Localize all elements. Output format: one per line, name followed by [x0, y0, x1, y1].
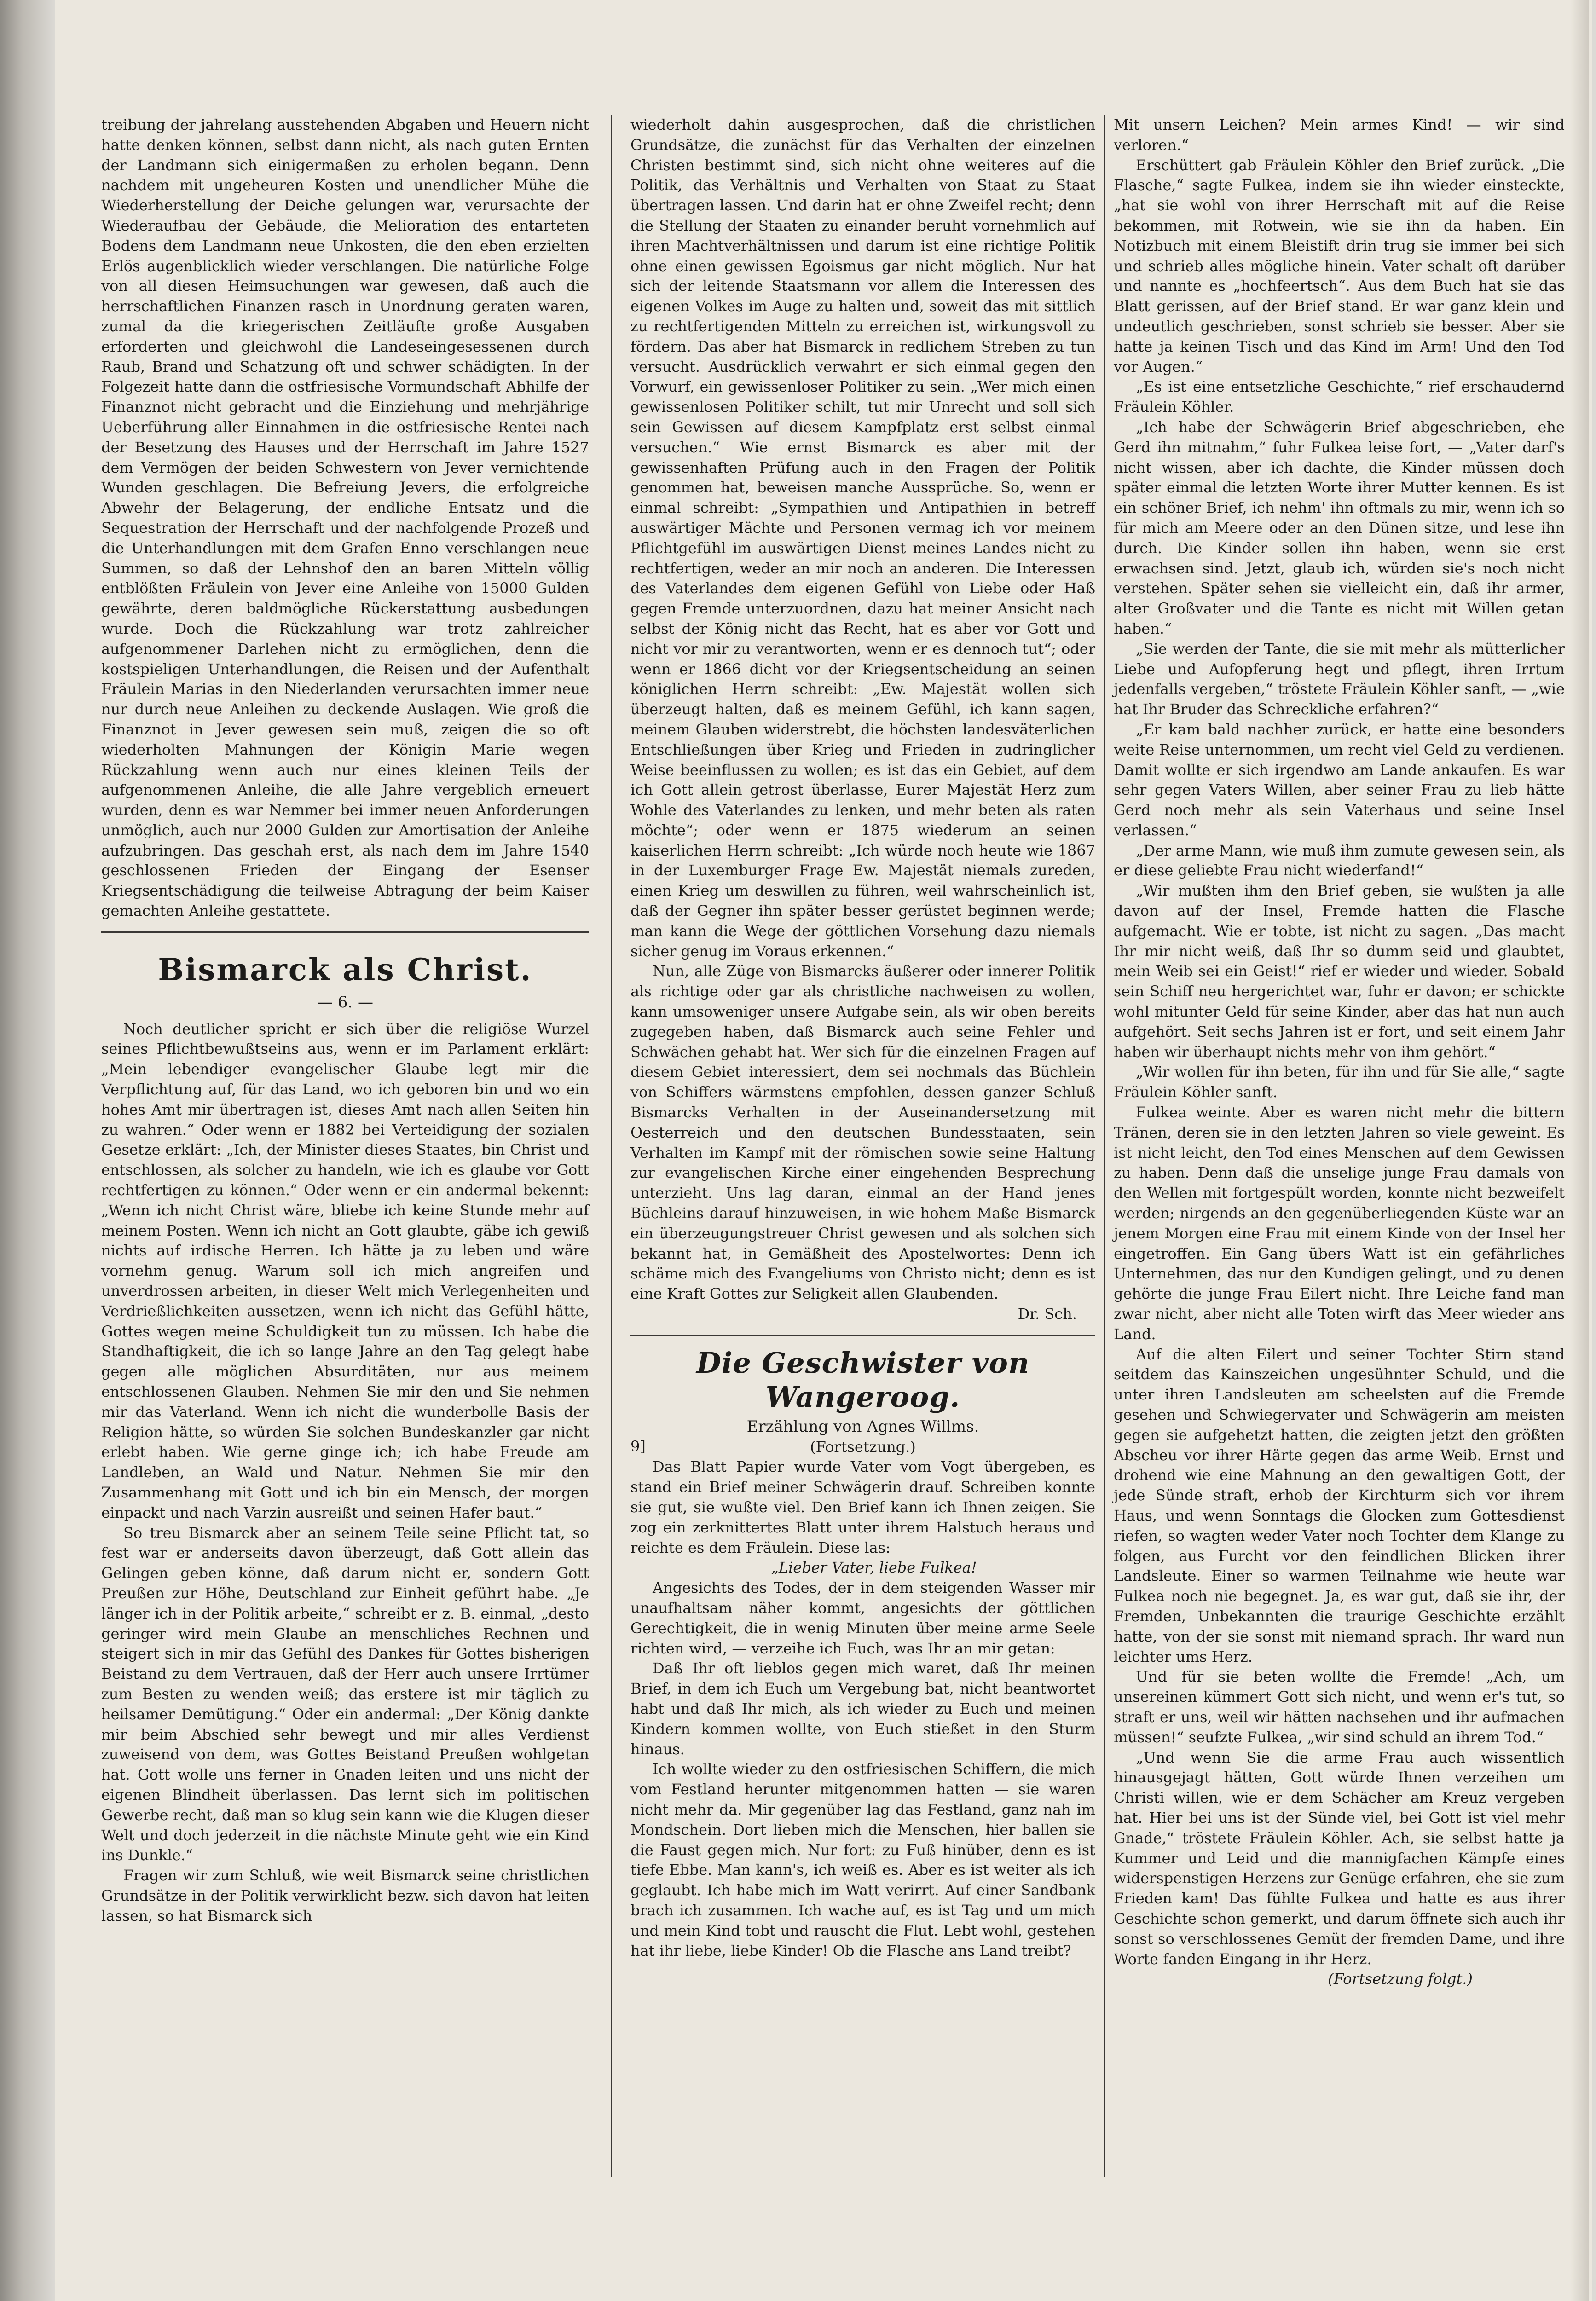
story-separator-rule: [630, 1335, 1095, 1336]
story-paragraph: Ich wollte wieder zu den ostfriesischen Schiffern, die mich vom Festland herunter mitgenommen hatten — sie waren nicht mehr da. Mir gegenüber lag das Festland, ganz nah im Mondschein. Dort lieben mich die Menschen, hier ballen sie die Faust gegen mich. Nur fort: zu Fuß hinüber, denn es ist tiefe Ebbe. Man kann's, ich weiß es. Aber es ist weiter als ich geglaubt. Ich habe mich im Watt verirrt. Auf einer Sandbank brach ich zusammen. Ich wache auf, es ist Tag und um mich und mein Kind tobt und rauscht die Flut. Lebt wohl, gestehen hat ihr liebe, liebe Kinder! Ob die Flasche ans Land treibt?: [630, 1760, 1095, 1960]
column3-paragraph: Fulkea weinte. Aber es waren nicht mehr die bittern Tränen, deren sie in den letzten Jahren so viele geweint. Es ist nicht leicht, den Tod eines Menschen auf dem Gewissen zu haben. Denn daß die unselige junge Frau damals von den Wellen mit fortgespült worden, konnte nicht bezweifelt werden; nirgends an den gegenüberliegenden Küste war an jenem Morgen eine Frau mit einem Kinde von der Insel her eingetroffen. Ein Gang übers Watt ist ein gefährliches Unternehmen, das nur den Kundigen gelingt, und zu denen gehörte die junge Frau Eilert nicht. Ihre Leiche fand man zwar nicht, aber nicht alle Toten wirft das Meer wieder ans Land.: [1114, 1104, 1565, 1343]
column3-paragraph: „Es ist eine entsetzliche Geschichte,“ rief erschaudernd Fräulein Köhler.: [1114, 378, 1565, 416]
continuation-footer: (Fortsetzung folgt.): [1328, 1970, 1473, 1988]
article-title-bismarck: Bismarck als Christ.: [158, 951, 532, 988]
column2-paragraph: Nun, alle Züge von Bismarcks äußerer oder innerer Politik als richtige oder gar als christliche nachweisen zu wollen, kann umsoweniger unsere Aufgabe sein, als wir oben bereits zugegeben haben, daß Bismarck auch seine Fehler und Schwächen gehabt hat. Wer sich für die einzelnen Fragen auf diesem Gebiet interessiert, dem sei nochmals das Büchlein von Schiffers wärmstens empfohlen, dessen ganzer Schluß Bismarcks Verhalten in der Auseinandersetzung mit Oesterreich und den deutschen Bundesstaaten, sein Verhalten im Kampf mit der römischen sowie seine Haltung zur evangelischen Kirche einer eingehenden Besprechung unterzieht. Uns lag daran, einmal an der Hand jenes Büchleins darauf hinzuweisen, in wie hohem Maße Bismarck ein überzeugungstreuer Christ gewesen und als solchen sich bekannt hat, in Gemäßheit des Apostelwortes: Denn ich schäme mich des Evangeliums von Christo nicht; denn es ist eine Kraft Gottes zur Seligkeit allen Glaubenden.: [630, 962, 1095, 1303]
column3-paragraph: Erschüttert gab Fräulein Köhler den Brief zurück. „Die Flasche,“ sagte Fulkea, indem sie ihn wieder einsteckte, „hat sie wohl von ihrer Herrschaft mit auf die Reise bekommen, mit Rotwein, wie sie ihn da haben. Ein Notizbuch mit einem Bleistift drin trug sie immer bei sich und schrieb alles mögliche hinein. Vater schalt oft darüber und nannte es „hochfeertsch“. Aus dem Buch hat sie das Blatt gerissen, auf der Brief stand. Er war ganz klein und undeutlich geschrieben, sonst schrieb sie besser. Aber sie hatte ja keinen Tisch und das Kind im Arm! Und den Tod vor Augen.“: [1114, 156, 1565, 376]
column2-paragraph: wiederholt dahin ausgesprochen, daß die christlichen Grundsätze, die zunächst für das Verhalten der einzelnen Christen bestimmt sind, sich nicht ohne weiteres auf die Politik, das Verhältnis und Verhalten von Staat zu Staat übertragen lassen. Und darin hat er ohne Zweifel recht; denn die Stellung der Staaten zu einander beruht vornehmlich auf ihren Machtverhältnissen und darum ist eine richtige Politik ohne einen gewissen Egoismus gar nicht möglich. Nur hat sich der leitende Staatsmann vor allem die Interessen des eigenen Volkes im Auge zu halten und, soweit das mit sittlich zu rechtfertigenden Mitteln zu erreichen ist, wirkungsvoll zu fördern. Das aber hat Bismarck in redlichem Streben zu tun versucht. Ausdrücklich verwahrt er sich einmal gegen den Vorwurf, ein gewissenloser Politiker zu sein. „Wer mich einen gewissenlosen Politiker schilt, tut mir Unrecht und soll sich sein Gewissen auf diesem Kampfplatz erst selbst einmal versuchen.“ Wie ernst Bismarck es aber mit der gewissenhaften Prüfung auch in den Fragen der Politik genommen hat, beweisen manche Aussprüche. So, wenn er einmal schreibt: „Sympathien und Antipathien in betreff auswärtiger Mächte und Personen vermag ich vor meinem Pflichtgefühl im auswärtigen Dienst meines Landes nicht zu rechtfertigen, weder an mir noch an anderen. Die Interessen des Vaterlandes dem eigenen Gefühl von Liebe oder Haß gegen Fremde unterzuordnen, dazu hat meiner Ansicht nach selbst der König nicht das Recht, hat es aber vor Gott und nicht vor mir zu verantworten, wenn er es dennoch tut“; oder wenn er 1866 dicht vor der Kriegsentscheidung an seinen königlichen Herrn schreibt: „Ew. Majestät wollen sich überzeugt halten, daß es meinem Gefühl, ich kann sagen, meinem Glauben widerstrebt, die höchsten landesväterlichen Entschließungen über Krieg und Frieden in zudringlicher Weise beeinflussen zu wollen; es ist das ein Gebiet, auf dem ich Gott allein getrost überlasse, Eurer Majestät Herz zum Wohle des Vaterlandes zu lenken, und mehr beten als raten möchte“; oder wenn er 1875 wiederum an seinen kaiserlichen Herrn schreibt: „Ich würde noch heute wie 1867 in der Luxemburger Frage Ew. Majestät niemals zureden, einen Krieg um deswillen zu führen, weil wahrscheinlich ist, daß der Gegner ihn später besser gerüstet beginnen werde; man kann die Wege der göttlichen Vorsehung dazu niemals sicher genug im Voraus erkennen.“: [630, 116, 1095, 960]
letter-salutation: „Lieber Vater, liebe Fulkea!: [771, 1559, 977, 1577]
column3-paragraph: Und für sie beten wollte die Fremde! „Ach, um unsereinen kümmert Gott sich nicht, und wenn er's tut, so straft er uns, weil wir hätten nachsehen und ihr aufmachen müssen!“ seufzte Fulkea, „wir sind schuld an ihrem Tod.“: [1114, 1668, 1565, 1746]
story-paragraph: Das Blatt Papier wurde Vater vom Vogt übergeben, es stand ein Brief meiner Schwägerin drauf. Schreiben konnte sie gut, sie wußte viel. Den Brief kann ich Ihnen zeigen. Sie zog ein zerknittertes Blatt unter ihrem Halstuch heraus und reichte es dem Fräulein. Diese las:: [630, 1458, 1095, 1556]
story-continuation-label: (Fortsetzung.): [810, 1438, 916, 1456]
column1-paragraph-1: treibung der jahrelang ausstehenden Abgaben und Heuern nicht hatte denken können, selbst dann nicht, als nach guten Ernten der Landmann sich einigermaßen zu erholen begann. Denn nachdem mit ungeheuren Kosten und unendlicher Mühe die Wiederherstellung der Deiche gelungen war, verursachte der Wiederaufbau der Gebäude, die Melioration des entarteten Bodens dem Landmann neue Unkosten, die den eben erzielten Erlös augenblicklich wieder verschlangen. Die natürliche Folge von all diesen Heimsuchungen war gewesen, daß auch die herrschaftlichen Finanzen rasch in Unordnung geraten waren, zumal da die kriegerischen Zeitläufte große Ausgaben erforderten und gleichwohl die Landeseingesessenen durch Raub, Brand und Schatzung oft und schwer schädigten. In der Folgezeit hatte dann die ostfriesische Vormundschaft Abhilfe der Finanznot nicht gebracht und die Einziehung und mehrjährige Ueberführung aller Einnahmen in die ostfriesische Rentei nach der Besetzung des Hauses und der Herrschaft im Jahre 1527 dem Vermögen der beiden Schwestern von Jever vernichtende Wunden geschlagen. Die Befreiung Jevers, die erfolgreiche Abwehr der Belagerung, der endliche Entsatz und die Sequestration der Herrschaft und der nachfolgende Prozeß und die Unterhandlungen mit dem Grafen Enno verschlangen neue Summen, so daß der Lehnshof den an baren Mitteln völlig entblößten Fräulein von Jever eine Anleihe von 15000 Gulden gewährte, deren baldmögliche Rückerstattung ausbedungen wurde. Doch die Rückzahlung war trotz zahlreicher aufgenommener Darlehen nicht zu ermöglichen, denn die kostspieligen Unterhandlungen, die Reisen und der Aufenthalt Fräulein Marias in den Niederlanden verursachten immer neue nur durch neue Anleihen zu deckende Auslagen. Wie groß die Finanznot in Jever gewesen sein muß, zeigen die so oft wiederholten Mahnungen der Königin Marie wegen Rückzahlung wenn auch nur eines kleinen Teils der aufgenommenen Anleihe, die alle Jahre vergeblich erneuert wurden, denn es war Nemmer bei immer neuen Anforderungen unmöglich, auch nur 2000 Gulden zur Amortisation der Anleihe aufzubringen. Das geschah erst, als nach dem im Jahre 1540 geschlossenen Frieden der Eingang der Esenser Kriegsentschädigung die teilweise Abtragung der beim Kaiser gemachten Anleihe gestattete.: [101, 116, 589, 920]
column-3: [1114, 115, 1565, 1989]
page-edge-shadow: [1570, 0, 1589, 2301]
article-installment-number: — 6. —: [317, 993, 374, 1012]
column3-paragraph: „Sie werden der Tante, die sie mit mehr als mütterlicher Liebe und Aufopferung hegt und pflegt, ihren Irrtum jedenfalls vergeben,“ tröstete Fräulein Köhler sanft, — „wie hat Ihr Bruder das Schreckliche erfahren?“: [1114, 640, 1565, 718]
column3-paragraph: „Ich habe der Schwägerin Brief abgeschrieben, ehe Gerd ihn mitnahm,“ fuhr Fulkea leise fort, — „Vater darf's nicht wissen, aber ich dachte, die Kinder müssen doch später einmal die letzten Worte ihrer Mutter kennen. Es ist ein schöner Brief, ich nehm' ihn oftmals zu mir, wenn ich so für mich am Meere oder an den Dünen sitze, und lese ihn durch. Die Kinder sollen ihn haben, wenn sie erst erwachsen sind. Jetzt, glaub ich, würden sie's noch nicht verstehen. Später sehen sie vielleicht ein, daß ihr armer, alter Großvater und die Tante es nicht mit Willen getan haben.“: [1114, 418, 1565, 637]
column-divider-2: [1104, 115, 1105, 2177]
article-paragraph: Noch deutlicher spricht er sich über die religiöse Wurzel seines Pflichtbewußtseins aus, wenn er im Parlament erklärt: „Mein lebendiger evangelischer Glaube legt mir die Verpflichtung auf, für das Land, wo ich geboren bin und wo ein hohes Amt mir übertragen ist, dieses Amt nach allen Seiten hin zu wahren.“ Oder wenn er 1882 bei Verteidigung der sozialen Gesetze erklärt: „Ich, der Minister dieses Staates, bin Christ und entschlossen, als solcher zu handeln, wie ich es glaube vor Gott rechtfertigen zu können.“ Oder wenn er ein andermal bekennt: „Wenn ich nicht Christ wäre, bliebe ich keine Stunde mehr auf meinem Posten. Wenn ich nicht an Gott glaubte, gäbe ich gewiß nichts auf irdische Herren. Ich hätte ja zu leben und wäre vornehm genug. Warum soll ich mich angreifen und unverdrossen arbeiten, in dieser Welt mich Verlegenheiten und Verdrießlichkeiten aussetzen, wenn ich nicht das Gefühl hätte, Gottes wegen meine Schuldigkeit tun zu müssen. Ich habe die Standhaftigkeit, die ich so lange Jahre an den Tag gelegt habe gegen alle möglichen Absurditäten, nur aus meinem entschlossenen Glauben. Nehmen Sie mir den und Sie nehmen mir das Vaterland. Wenn ich nicht die wunderbolle Basis der Religion hätte, so würden Sie solchen Bundeskanzler gar nicht erlebt haben. Wie gerne ginge ich; ich habe Freude am Landleben, an Wald und Natur. Nehmen Sie mir den Zusammenhang mit Gott und ich bin ein Mensch, der morgen einpackt und nach Varzin ausreißt und seinen Hafer baut.“: [101, 1020, 589, 1521]
story-installment-number: 9]: [630, 1438, 646, 1456]
column3-paragraph: „Wir wollen für ihn beten, für ihn und für Sie alle,“ sagte Fräulein Köhler sanft.: [1114, 1063, 1565, 1101]
story-paragraph: Daß Ihr oft lieblos gegen mich waret, daß Ihr meinen Brief, in dem ich Euch um Vergebung bat, nicht beantwortet habt und daß Ihr mich, als ich wieder zu Euch und meinen Kindern kommen wollte, von Euch stießet in den Sturm hinaus.: [630, 1659, 1095, 1758]
story-author-line: Erzählung von Agnes Willms.: [746, 1417, 979, 1436]
story-paragraph: Angesichts des Todes, der in dem steigenden Wasser mir unaufhaltsam näher kommt, angesichts der göttlichen Gerechtigkeit, die in wenig Minuten über meine arme Seele richten wird, — verzeihe ich Euch, was Ihr an mir getan:: [630, 1579, 1095, 1657]
column3-paragraph: „Der arme Mann, wie muß ihm zumute gewesen sein, als er diese geliebte Frau nicht wiederfand!“: [1114, 841, 1565, 879]
column3-paragraph: „Und wenn Sie die arme Frau auch wissentlich hinausgejagt hätten, Gott würde Ihnen verzeihen um Christi willen, wie er dem Schächer am Kreuz vergeben hat. Hier bei uns ist der Sünde viel, bei Gott ist viel mehr Gnade,“ tröstete Fräulein Köhler. Ach, sie selbst hatte ja Kummer und Leid und die mannigfachen Kämpfe eines widerspenstigen Herzens zur Genüge erfahren, ehe sie zum Frieden kam! Das fühlte Fulkea und hatte es aus ihrer Geschichte schon gemerkt, und darum öffnete sich auch ihr sonst so verschlossenes Gemüt der fremden Dame, und ihre Worte fanden Eingang in ihr Herz.: [1114, 1748, 1565, 1968]
article-separator-rule: [101, 931, 589, 933]
book-binding-shadow: [0, 0, 55, 2301]
column-divider-1: [611, 115, 612, 2177]
column-2: [630, 115, 1095, 1961]
column3-paragraph: Mit unsern Leichen? Mein armes Kind! — wir sind verloren.“: [1114, 116, 1565, 154]
column-1: [101, 115, 589, 1926]
column3-paragraph: Auf die alten Eilert und seiner Tochter Stirn stand seitdem das Kainszeichen ungesühnter Schuld, und die unter ihren Landsleuten am scheelsten auf die Fremde gesehen und Schwiegervater und Schwägerin am meisten gegen sie aufgehetzt hatten, die zeigten jetzt den größten Abscheu vor ihrer Härte gegen das arme Weib. Ernst und drohend wie eine Mahnung an den gewaltigen Gott, der jede Sünde straft, erhob der Kirchturm sich vor ihrem Haus, und wenn Sonntags die Glocken zum Gottesdienst riefen, so wagten weder Vater noch Tochter dem Klange zu folgen, aus Furcht vor den feindlichen Blicken ihrer Landsleute. Einer so warmen Teilnahme wie heute war Fulkea noch nie begegnet. Ja, es war gut, daß sie ihr, der Fremden, Unbekannten die traurige Geschichte erzählt hatte, von der sie sonst mit niemand sprach. Ihr ward nun leichter ums Herz.: [1114, 1345, 1565, 1665]
article-paragraph: Fragen wir zum Schluß, wie weit Bismarck seine christlichen Grundsätze in der Politik verwirklicht bezw. sich davon hat leiten lassen, so hat Bismarck sich: [101, 1867, 589, 1925]
article-paragraph: So treu Bismarck aber an seinem Teile seine Pflicht tat, so fest war er anderseits davon überzeugt, daß Gott allein das Gelingen geben könne, daß darum nicht er, sondern Gott Preußen zur Höhe, Deutschland zur Einheit geführt habe. „Je länger ich in der Politik arbeite,“ schreibt er z. B. einmal, „desto geringer wird mein Glaube an menschliches Rechnen und steigert sich in mir das Gefühl des Dankes für Gottes bisherigen Beistand zu dem Vertrauen, daß der Herr auch unsere Irrtümer zum Besten zu wenden weiß; das erstere ist mir täglich zu heilsamer Demütigung.“ Oder ein andermal: „Der König dankte mir beim Abschied sehr bewegt und mir alles Verdienst zuweisend von dem, was Gottes Beistand Preußen wohlgetan hat. Gott wolle uns ferner in Gnaden leiten und uns nicht der eigenen Blindheit überlassen. Das lernt sich im politischen Gewerbe recht, daß man so klug sein kann wie die Klugen dieser Welt und doch jederzeit in die nächste Minute geht wie ein Kind ins Dunkle.“: [101, 1524, 589, 1864]
column3-paragraph: „Wir mußten ihm den Brief geben, sie wußten ja alle davon auf der Insel, Fremde hatten die Flasche aufgemacht. Wie er tobte, ist nicht zu sagen. „Das macht Ihr mir nicht weiß, daß Ihr so dumm seid und glaubtet, mein Weib sei ein Geist!“ rief er wieder und wieder. Sobald sein Schiff neu hergerichtet war, fuhr er davon; er schickte wohl mitunter Geld für seine Kinder, aber das hat nun auch aufgehört. Seit sechs Jahren ist er fort, und seit einem Jahr haben wir überhaupt nichts mehr von ihm gehört.“: [1114, 882, 1565, 1061]
column3-paragraph: „Er kam bald nachher zurück, er hatte eine besonders weite Reise unternommen, um recht viel Geld zu verdienen. Damit wollte er sich irgendwo am Lande ankaufen. Es war sehr gegen Vaters Willen, aber seiner Frau zu lieb hätte Gerd noch mehr als sein Vaterhaus und seine Insel verlassen.“: [1114, 720, 1565, 839]
story-title: Die Geschwister von Wangeroog.: [696, 1346, 1030, 1414]
article-signature: Dr. Sch.: [1018, 1305, 1077, 1323]
